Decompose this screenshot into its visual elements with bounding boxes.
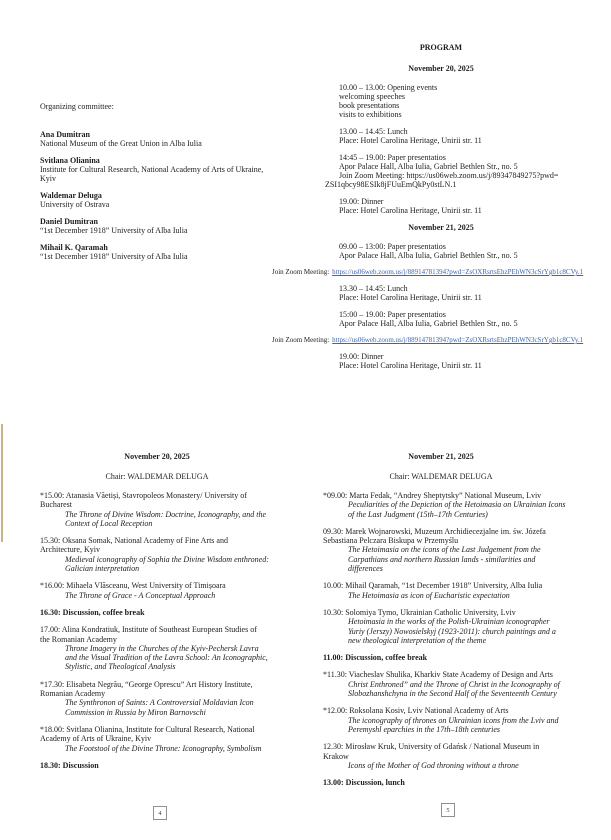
paper-title-lines — [40, 591, 274, 600]
organizing-committee-heading: Organizing committee: — [40, 102, 114, 111]
paper-title-lines — [40, 644, 274, 672]
speaker-line: *16.00: Mihaela Vlăsceanu, West University of Timișoara — [40, 581, 226, 591]
speaker-line: Romanian Academy — [40, 689, 106, 699]
session-chair: Chair: WALDEMAR DELUGA — [105, 472, 209, 481]
zoom-meeting-link[interactable]: https://us06web.zoom.us/j/88914781394?pwd=ZsOXRsrtsEhzPEhWN3cSrYgb1c8CVy.1 — [332, 268, 584, 276]
schedule-line: Apor Palace Hall, Alba Iulia, Gabriel Bethlen Str., no. 5 — [339, 319, 518, 328]
session-date-heading: November 20, 2025 — [124, 452, 190, 461]
session-entry-list — [40, 491, 274, 770]
zoom-link-prefix: Join Zoom Meeting: — [272, 268, 330, 276]
paper-title-line: The Footstool of the Divine Throne: Iconography, Symbolism — [65, 743, 262, 753]
page-number-box-4 — [153, 806, 167, 820]
session-entry — [323, 742, 559, 770]
paper-title-line: Peculiarities of the Depiction of the Hetoimasia on Ukrainian Icons — [348, 500, 566, 510]
committee-member-affiliation-line: National Museum of the Great Union in Alba Iulia — [40, 139, 202, 148]
committee-member-name: Daniel Dumitran — [40, 217, 98, 226]
session-november-21 — [323, 452, 566, 795]
schedule-line: Apor Palace Hall, Alba Iulia, Gabriel Bethlen Str., no. 5 — [339, 251, 518, 260]
schedule-line: welcoming speeches — [339, 92, 405, 101]
zoom-meeting-line — [272, 268, 584, 276]
speaker-line: *17.30: Elisabeta Negrău, “George Oprescu” Art History Institute, — [40, 679, 253, 689]
committee-member-name: Svitlana Olianina — [40, 156, 100, 165]
paper-title-lines — [323, 591, 559, 600]
speaker-lines — [323, 608, 559, 617]
schedule-block — [339, 310, 543, 328]
zoom-link-prefix: Join Zoom Meeting: — [272, 336, 330, 344]
paper-title-line: Galician interpretation — [65, 564, 140, 574]
session-entry — [323, 670, 559, 698]
speaker-line: *09.00: Marta Fedak, “Andrey Sheptytsky” National Museum, Lviv — [323, 491, 542, 500]
speaker-lines — [323, 706, 559, 715]
committee-member-affiliation-line: University of Ostrava — [40, 200, 110, 209]
session-entry — [40, 608, 274, 617]
speaker-lines — [323, 491, 559, 500]
paper-title-lines — [40, 744, 274, 753]
session-date-heading: November 21, 2025 — [408, 452, 474, 461]
schedule-block — [339, 83, 543, 119]
speaker-line: 15.30: Oksana Somak, National Academy of Fine Arts and — [40, 536, 228, 546]
page-number-label: 4 — [158, 809, 162, 817]
paper-title-line: The Synthronon of Saints: A Controversial Moldavian Icon — [65, 698, 254, 708]
program-days — [272, 64, 584, 370]
speaker-line: *18.00: Svitlana Olianina, Institute for Cultural Research, National — [40, 724, 255, 734]
speaker-lines — [323, 581, 559, 590]
paper-title-line: The Hetoimasia as icon of Eucharistic expectation — [348, 590, 510, 600]
schedule-block — [339, 127, 543, 145]
committee-member — [40, 156, 310, 183]
session-entry — [40, 491, 274, 528]
committee-member-affiliation — [40, 139, 310, 148]
session-entry — [323, 527, 559, 573]
program-day-blocks — [272, 242, 584, 370]
session-entry-list — [323, 491, 566, 788]
session-entry — [323, 608, 559, 645]
schedule-line: 13.30 – 14.45: Lunch — [339, 284, 408, 293]
committee-member-name: Mihail K. Qaramah — [40, 243, 108, 252]
page-number-box-5 — [441, 803, 455, 817]
schedule-block-lines — [339, 352, 543, 370]
speaker-line: 12.30: Mirosław Kruk, University of Gdańsk / National Museum in — [323, 742, 540, 752]
session-entry — [40, 761, 274, 770]
schedule-line: ZSI1qbcy98ESIk8jFUuEmQkPy0stLN.1 — [325, 180, 457, 189]
schedule-block-lines — [339, 284, 543, 302]
schedule-block-lines — [339, 83, 543, 119]
speaker-line: 17.00: Alina Kondratiuk, Institute of Southeast European Studies of — [40, 625, 257, 635]
paper-title-line: Throne Imagery in the Churches of the Kyiv-Pechersk Lavra — [65, 643, 259, 653]
committee-member-affiliation-line: Kyiv — [40, 174, 56, 183]
paper-title-line: Medieval iconography of Sophia the Divine Wisdom enthroned: — [65, 554, 269, 564]
paper-title-lines — [323, 716, 559, 735]
schedule-block — [339, 284, 543, 302]
committee-list — [40, 130, 310, 261]
speaker-lines — [40, 725, 274, 744]
schedule-line: 19.00: Dinner — [339, 352, 384, 361]
speaker-lines — [40, 581, 274, 590]
schedule-line: 09.00 – 13:00: Paper presentatios — [339, 242, 446, 251]
paper-title-line: Yuriy (Jerszy) Nowosielskyj (1923-2011): church paintings and a — [348, 626, 556, 636]
paper-title-line: Peremyshl eparchies in the 17th–18th centuries — [348, 724, 501, 734]
schedule-line: 13.00 – 14.45: Lunch — [339, 127, 408, 136]
paper-title-lines — [323, 680, 559, 699]
program-day-blocks — [325, 83, 559, 215]
committee-member — [40, 130, 310, 148]
speaker-line: 10.30: Solomiya Tymo, Ukrainian Catholic University, Lviv — [323, 607, 516, 617]
committee-member-affiliation-line: “1st December 1918” University of Alba Iulia — [40, 226, 188, 235]
schedule-line: Place: Hotel Carolina Heritage, Unirii str. 11 — [339, 136, 482, 145]
program-section — [272, 43, 584, 378]
paper-title-line: The Throne of Divine Wisdom: Doctrine, Iconography, and the — [65, 509, 267, 519]
schedule-line: Place: Hotel Carolina Heritage, Unirii str. 11 — [339, 361, 482, 370]
speaker-line: the Romanian Academy — [40, 634, 117, 644]
schedule-line: Place: Hotel Carolina Heritage, Unirii str. 11 — [339, 293, 482, 302]
speaker-lines — [323, 742, 559, 761]
paper-title-line: Hetoimasia in the works of the Polish-Ukrainian iconographer — [348, 617, 550, 627]
schedule-block — [272, 268, 584, 276]
paper-title-lines — [323, 617, 559, 645]
paper-title-lines — [323, 761, 559, 770]
schedule-block-lines — [325, 153, 559, 189]
speaker-lines — [40, 536, 274, 555]
page-number-label: 5 — [446, 806, 450, 814]
session-entry — [40, 725, 274, 753]
speaker-lines — [40, 680, 274, 699]
program-day — [325, 64, 559, 215]
schedule-line: book presentations — [339, 101, 400, 110]
program-day-heading: November 21, 2025 — [408, 223, 474, 232]
paper-title-line: Context of Local Reception — [65, 518, 153, 528]
paper-title-line: The Hetoimasia on the icons of the Last Judgement from the — [348, 545, 541, 555]
committee-member-affiliation — [40, 165, 310, 183]
program-title: PROGRAM — [419, 43, 463, 52]
schedule-line: visits to exhibitions — [339, 110, 402, 119]
session-break-label: 16.30: Discussion, coffee break — [40, 607, 145, 617]
schedule-line: Apor Palace Hall, Alba Iulia, Gabriel Bethlen Str., no. 5 — [339, 162, 518, 171]
schedule-line: 10.00 – 13.00: Opening events — [339, 83, 438, 92]
committee-member-affiliation-line: Institute for Cultural Research, National Academy of Arts of Ukraine, — [40, 165, 264, 174]
paper-title-line: The iconography of thrones on Ukrainian icons from the Lviv and — [348, 715, 559, 725]
zoom-meeting-link[interactable]: https://us06web.zoom.us/j/88914781394?pwd=ZsOXRsrtsEhzPEhWN3cSrYgb1c8CVy.1 — [332, 336, 584, 344]
paper-title-line: differences — [348, 564, 383, 574]
schedule-block-lines — [339, 127, 543, 145]
committee-member-name: Ana Dumitran — [40, 130, 91, 139]
session-entry — [323, 706, 559, 734]
session-break-label: 11.00: Discussion, coffee break — [323, 653, 428, 663]
organizing-committee-section — [40, 102, 310, 269]
speaker-line: *15.00: Atanasia Văetiși, Stavropoleos Monastery/ University of — [40, 491, 247, 500]
program-day — [272, 223, 584, 370]
session-entry — [40, 680, 274, 717]
schedule-block — [272, 336, 584, 344]
session-entry — [40, 536, 274, 573]
committee-member — [40, 191, 310, 209]
paper-title-lines — [40, 698, 274, 717]
schedule-block-lines — [339, 310, 543, 328]
schedule-block-lines — [339, 242, 543, 260]
session-entry — [323, 778, 559, 787]
paper-title-lines — [40, 510, 274, 529]
schedule-line: 14:45 – 19.00: Paper presentatios — [339, 153, 446, 162]
speaker-line: Bucharest — [40, 500, 72, 510]
schedule-block — [339, 197, 543, 215]
speaker-line: Architecture, Kyiv — [40, 545, 100, 555]
session-entry — [40, 581, 274, 600]
committee-member — [40, 217, 310, 235]
schedule-block — [325, 153, 559, 189]
paper-title-lines — [323, 545, 559, 573]
schedule-line: Place: Hotel Carolina Heritage, Unirii str. 11 — [339, 206, 482, 215]
paper-title-line: Slobozhanshchyna in the Second Half of the Seventeenth Century — [348, 689, 557, 699]
session-chair: Chair: WALDEMAR DELUGA — [389, 472, 493, 481]
schedule-block-lines — [339, 197, 543, 215]
schedule-line: Join Zoom Meeting: https://us06web.zoom.us/j/89347849275?pwd= — [339, 171, 559, 180]
speaker-lines — [323, 527, 559, 546]
paper-title-line: Christ Enthroned” and the Throne of Christ in the Iconography of — [348, 679, 560, 689]
committee-member-affiliation — [40, 252, 310, 261]
schedule-line: 19.00: Dinner — [339, 197, 384, 206]
session-break-label: 18.30: Discussion — [40, 760, 99, 770]
session-entry — [323, 581, 559, 600]
speaker-line: Sebastiana Pelczara Biskupa w Przemyślu — [323, 536, 459, 546]
speaker-line: 09.30: Marek Wojnarowski, Muzeum Archidiecezjalne im. św. Józefa — [323, 526, 546, 536]
speaker-lines — [40, 625, 274, 644]
speaker-lines — [323, 670, 559, 679]
session-entry — [40, 625, 274, 671]
speaker-line: 10.00: Mihail Qaramah, “1st December 1918” University, Alba Iulia — [323, 581, 543, 591]
paper-title-line: and the Visual Tradition of the Lavra School: An Iconographic, — [65, 653, 268, 663]
committee-member-affiliation — [40, 200, 310, 209]
schedule-block — [339, 352, 543, 370]
paper-title-lines — [323, 500, 566, 519]
session-entry — [323, 653, 559, 662]
committee-member-name: Waldemar Deluga — [40, 191, 102, 200]
paper-title-line: Carpathians and northern Russian lands - similarities and — [348, 554, 536, 564]
committee-member-affiliation — [40, 226, 310, 235]
paper-title-line: The Throne of Grace - A Conceptual Approach — [65, 590, 216, 600]
session-november-20 — [40, 452, 274, 778]
paper-title-line: new theological interpretation of the theme — [348, 635, 487, 645]
session-break-label: 13.00: Discussion, lunch — [323, 778, 405, 788]
session-entry — [323, 491, 566, 519]
committee-member-affiliation-line: “1st December 1918” University of Alba Iulia — [40, 252, 188, 261]
speaker-line: Academy of Arts of Ukraine, Kyiv — [40, 734, 152, 744]
committee-member — [40, 243, 310, 261]
speaker-line: *11.30: Viacheslav Shulika, Kharkiv State Academy of Design and Arts — [323, 670, 553, 680]
speaker-lines — [40, 491, 274, 510]
program-day-heading: November 20, 2025 — [408, 64, 474, 73]
paper-title-line: of the Last Judgment (15th–17th Centuries) — [348, 509, 488, 519]
paper-title-lines — [40, 555, 274, 574]
speaker-line: Krakow — [323, 751, 349, 761]
paper-title-line: Stylistic, and Theological Analysis — [65, 662, 176, 672]
paper-title-line: Commission in Russia by Miron Barnovschi — [65, 707, 206, 717]
speaker-line: *12.00: Roksolana Kosiv, Lviv National Academy of Arts — [323, 706, 509, 716]
schedule-block — [339, 242, 543, 260]
paper-title-line: Icons of the Mother of God throning without a throne — [348, 760, 519, 770]
schedule-line: 15:00 – 19.00: Paper presentatios — [339, 310, 446, 319]
page-edge-artifact — [1, 424, 3, 542]
zoom-meeting-line — [272, 336, 584, 344]
